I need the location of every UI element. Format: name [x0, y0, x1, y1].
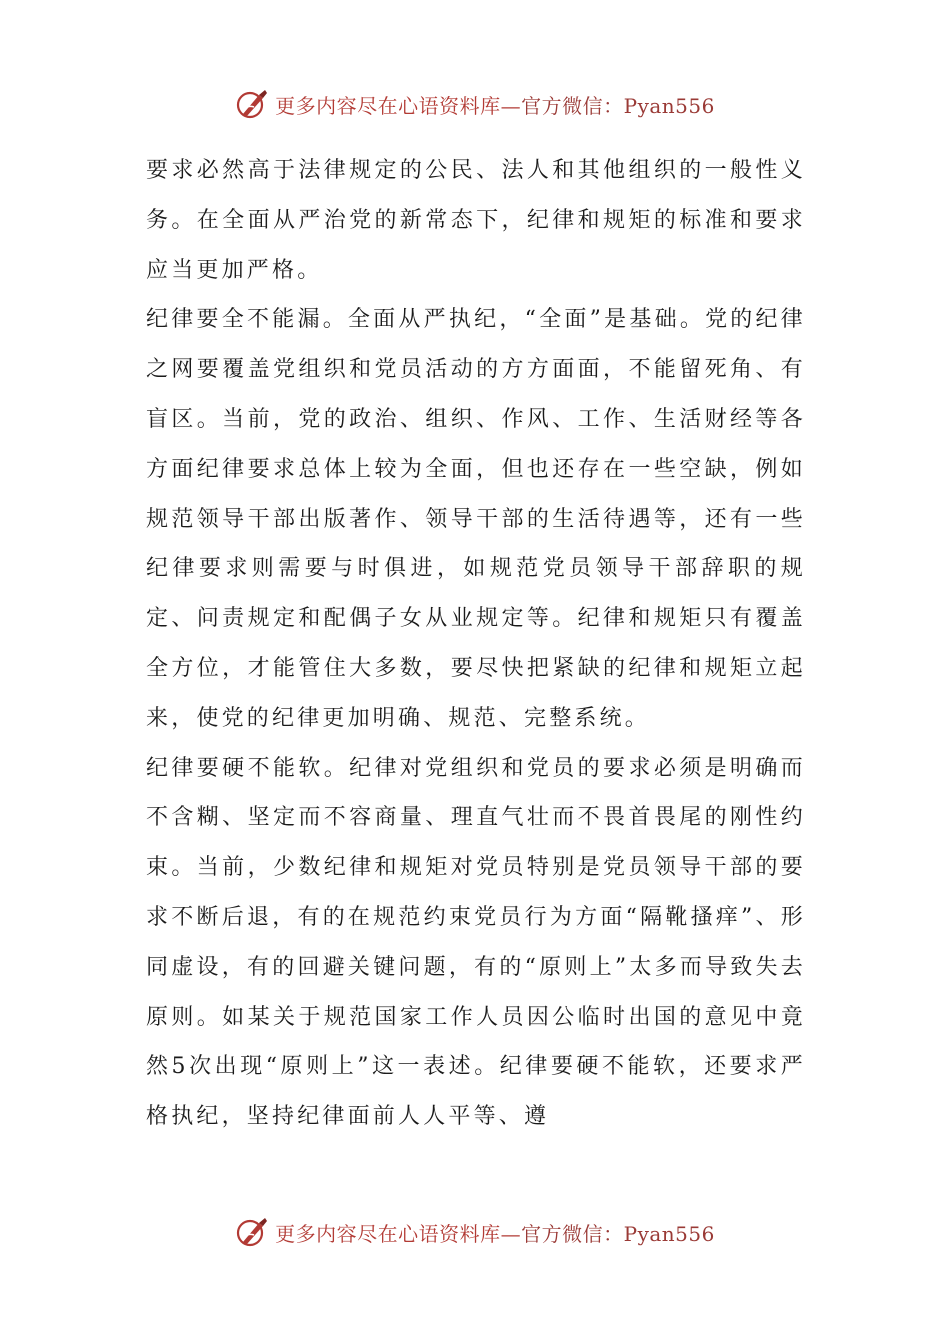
header-site-text: 更多内容尽在心语资料库—: [275, 93, 522, 118]
footer-site-text: 更多内容尽在心语资料库—: [275, 1221, 522, 1246]
header-text: [275, 90, 715, 119]
pen-logo-icon: [235, 87, 269, 121]
paragraph-3: 纪律要硬不能软。纪律对党组织和党员的要求必须是明确而不含糊、坚定而不容商量、理直气壮而不畏首畏尾的刚性约束。当前，少数纪律和规矩对党员特别是党员领导干部的要求不断后退，有的在规范约束党员行为方面“隔靴搔痒”、形同虚设，有的回避关键问题，有的“原则上”太多而导致失去原则。如某关于规范国家工作人员因公临时出国的意见中竟然5次出现“原则上”这一表述。纪律要硬不能软，还要求严格执纪，坚持纪律面前人人平等、遵: [146, 755, 806, 1130]
footer-banner: [0, 1212, 950, 1252]
footer-wechat-text: 官方微信：Pyan556: [521, 1221, 715, 1246]
header-wechat-text: 官方微信：Pyan556: [521, 93, 715, 118]
pen-logo-icon: [235, 1215, 269, 1249]
header-banner: [0, 84, 950, 124]
paragraph-2: 纪律要全不能漏。全面从严执纪，“全面”是基础。党的纪律之网要覆盖党组织和党员活动的方方面面，不能留死角、有盲区。当前，党的政治、组织、作风、工作、生活财经等各方面纪律要求总体上较为全面，但也还存在一些空缺，例如规范领导干部出版著作、领导干部的生活待遇等，还有一些纪律要求则需要与时俱进，如规范党员领导干部辞职的规定、问责规定和配偶子女从业规定等。纪律和规矩只有覆盖全方位，才能管住大多数，要尽快把紧缺的纪律和规矩立起来，使党的纪律更加明确、规范、完整系统。: [146, 307, 806, 731]
footer-text: [275, 1218, 715, 1247]
paragraph-1: 要求必然高于法律规定的公民、法人和其他组织的一般性义务。在全面从严治党的新常态下，纪律和规矩的标准和要求应当更加严格。: [146, 158, 806, 283]
document-body: [146, 146, 806, 1142]
